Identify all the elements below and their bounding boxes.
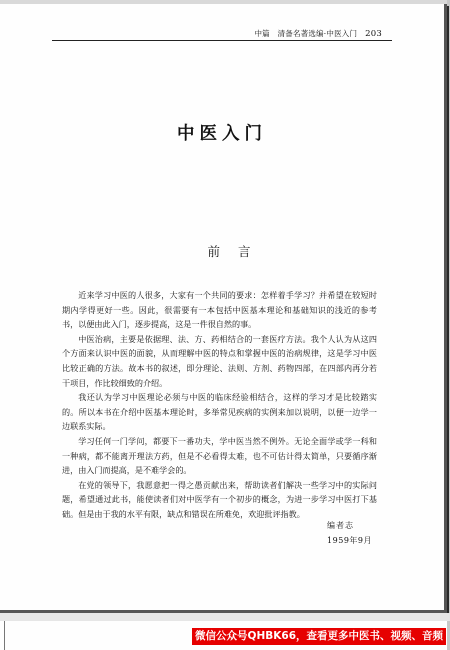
- author-signature: 编者志: [327, 521, 354, 530]
- preface-title: 前言: [207, 244, 269, 259]
- paragraph: 学习任何一门学问，都要下一番功夫，学中医当然不例外。无论全面学或学一科和一种病，都不能离开理法方药，但是不必看得太难，也不可估计得太简单，只要循序渐进，由入门而提高，是不难学会的。: [62, 435, 377, 476]
- running-head: [254, 28, 382, 39]
- preface-body: [62, 288, 377, 522]
- header-rule: [52, 40, 392, 41]
- promo-banner: 微信公众号QHBK66，查看更多中医书、视频、音频: [192, 628, 446, 645]
- paragraph: 中医治病，主要是依据理、法、方、药相结合的一套医疗方法。我个人认为从这四个方面来认识中医的面貌，从而理解中医的特点和掌握中医的治病规律，这是学习中医比较正确的方法。故本书的叙述，即分理论、法则、方剂、药物四部，在四部内再分若干项目，作比较细致的介绍。: [62, 333, 377, 388]
- preface-date: 1959年9月: [327, 536, 372, 545]
- book-title: 中医入门: [177, 124, 267, 144]
- paragraph: 在党的领导下，我愿意把一得之愚贡献出来，帮助读者们解决一些学习中的实际问题，希望通过此书，能使读者们对中医学有一个初步的概念，为进一步学习中医打下基础。但是由于我的水平有限，缺点和错误在所难免，欢迎批评指教。: [62, 479, 377, 519]
- paragraph: 近来学习中医的人很多，大家有一个共同的要求：怎样着手学习？并希望在较短时期内学得更好一些。因此，很需要有一本包括中医基本理论和基础知识的浅近的参考书，以便由此入门，逐步提高，这是一件很自然的事。: [62, 290, 377, 330]
- page-number: 203: [365, 29, 382, 39]
- document-page: [0, 4, 447, 613]
- paragraph: 我还认为学习中医理论必须与中医的临床经验相结合，这样的学习才是比较踏实的。所以本书在介绍中医基本理论时，多举常见疾病的实例来加以说明，以便一边学一边联系实际。: [62, 392, 377, 432]
- page-gap: [0, 613, 450, 621]
- running-head-text: 中篇 清备名著选编·中医入门: [254, 29, 358, 38]
